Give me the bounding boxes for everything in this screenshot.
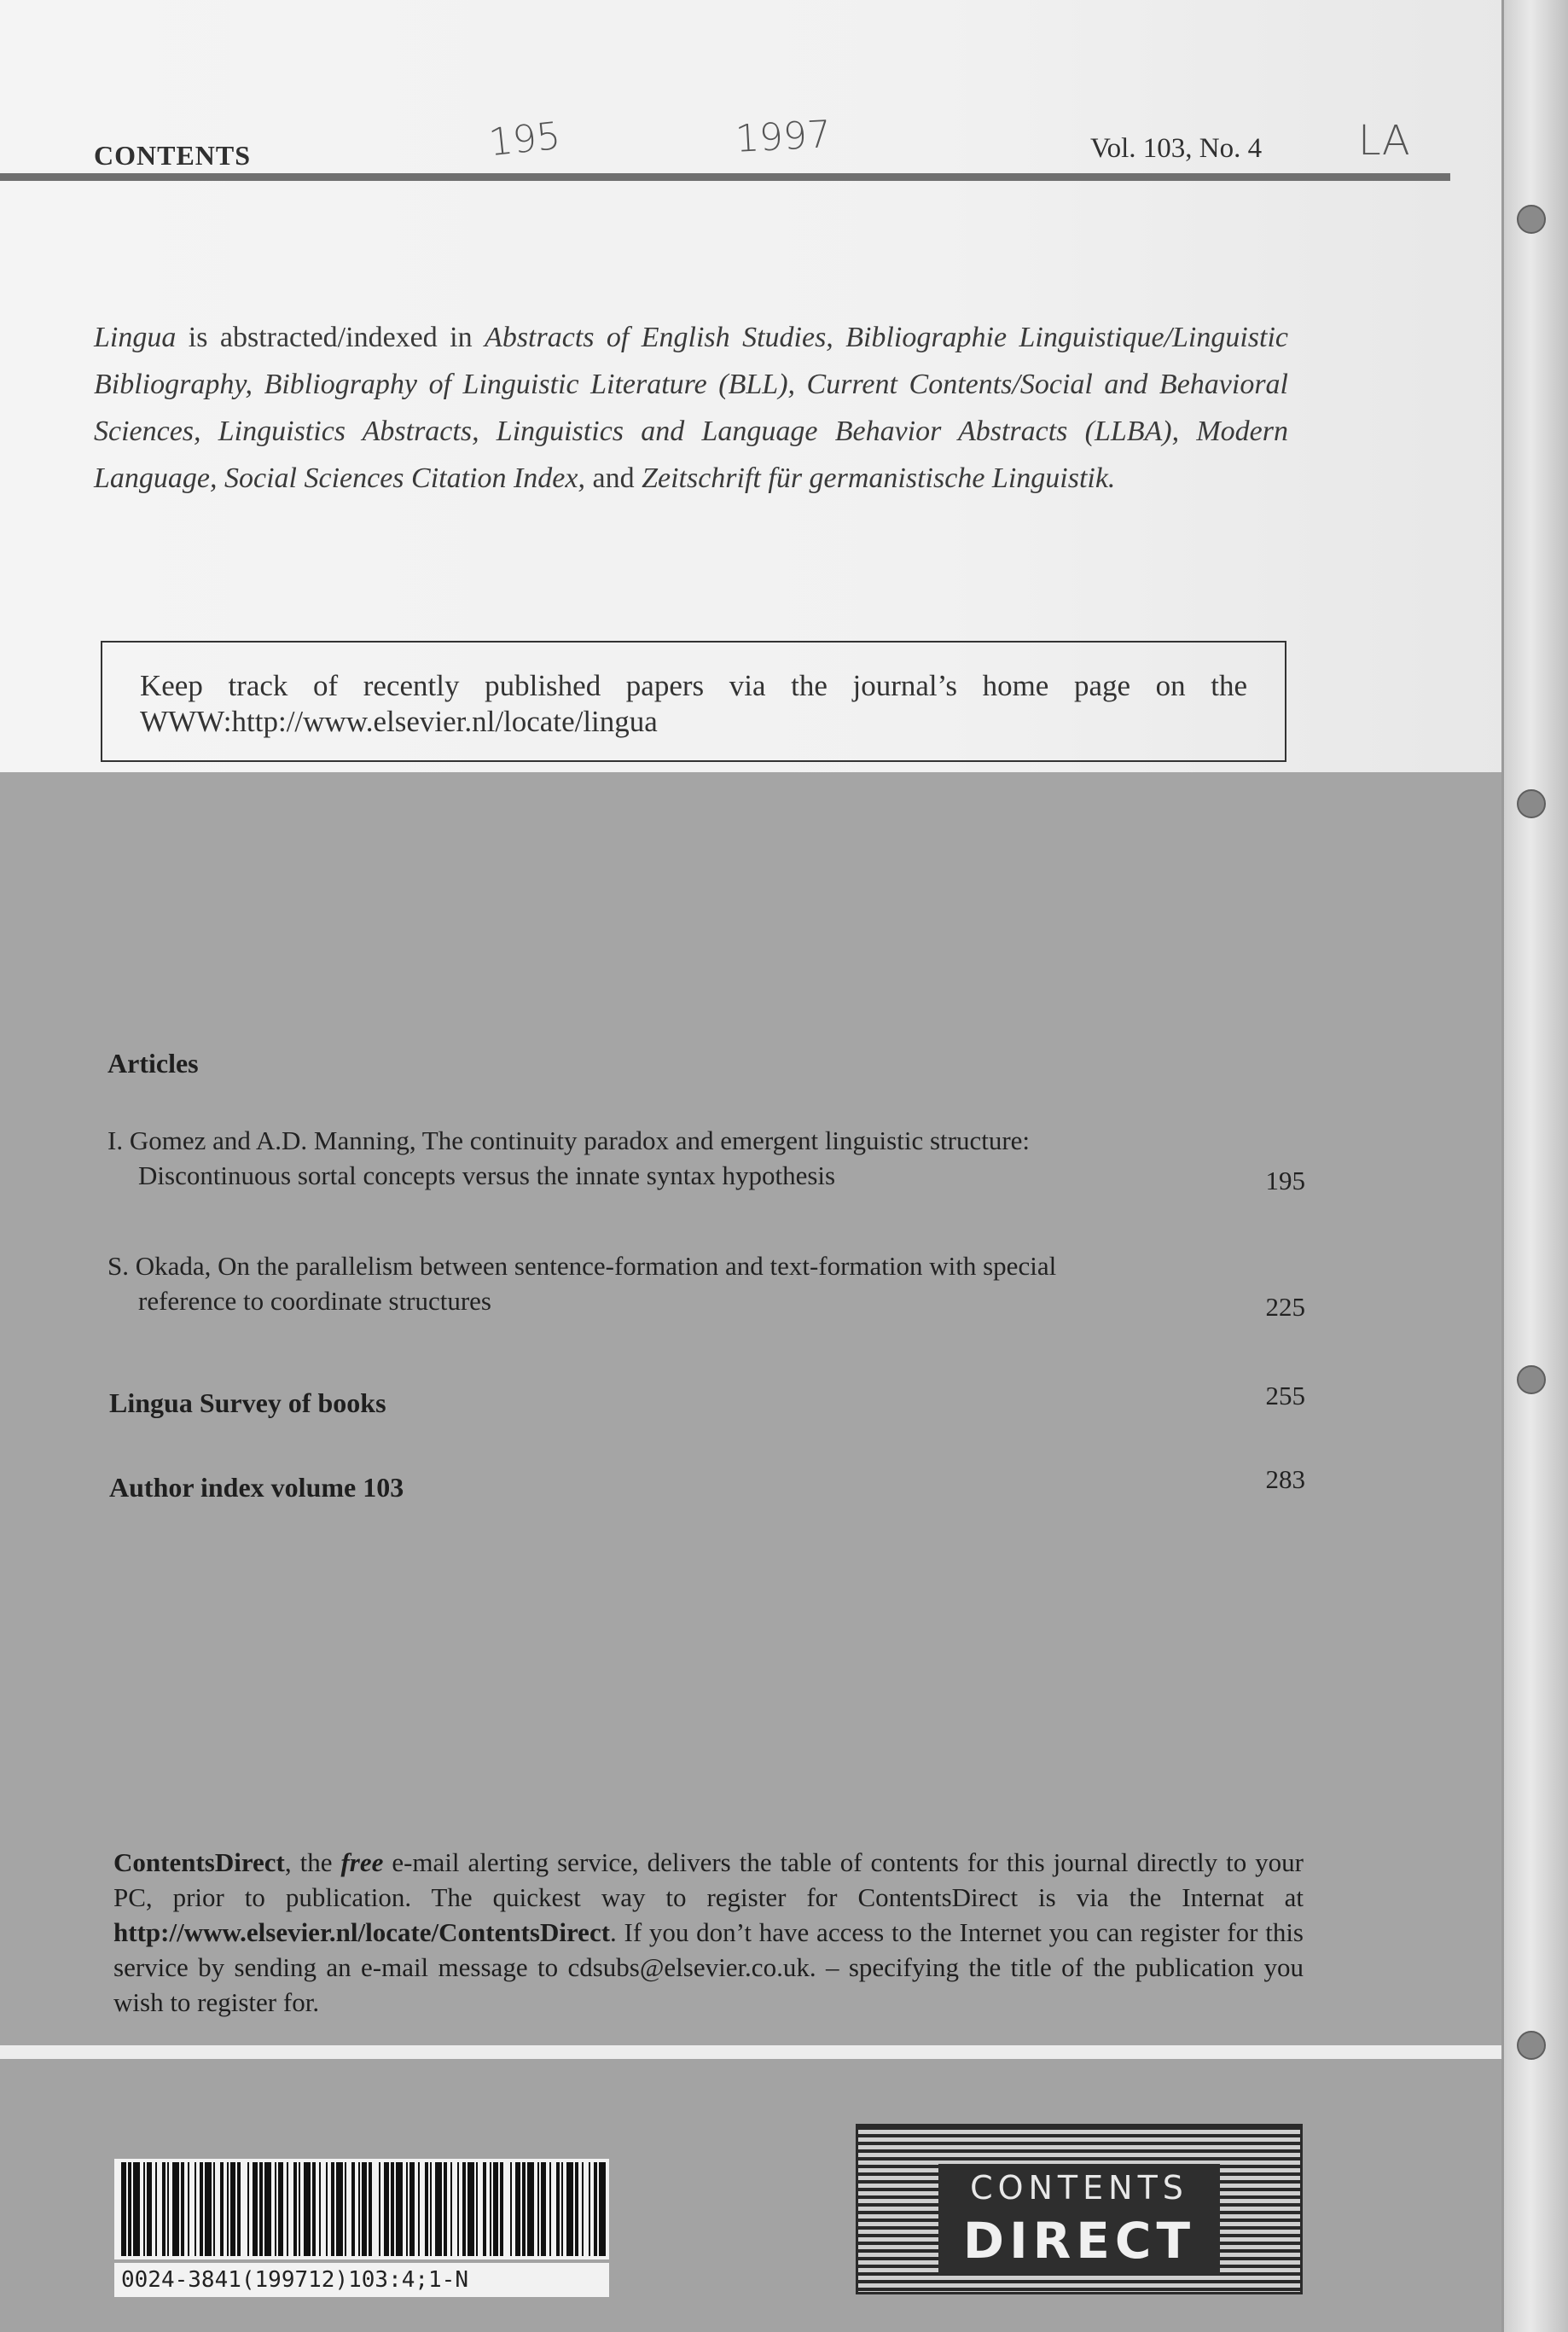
barcode-bar xyxy=(435,2162,442,2256)
barcode-bar xyxy=(384,2162,389,2256)
article-line: Discontinuous sortal concepts versus the innate syntax hypothesis xyxy=(138,1160,836,1190)
toc-article xyxy=(107,1248,1217,1318)
barcode-bar xyxy=(541,2162,546,2256)
barcode-bar xyxy=(287,2162,288,2256)
barcode-bar xyxy=(326,2162,328,2256)
barcode-bar xyxy=(195,2162,196,2256)
handwritten-note: 1997 xyxy=(734,113,833,161)
barcode-bar xyxy=(143,2162,145,2256)
barcode-bar xyxy=(425,2162,428,2256)
page-number: 195 xyxy=(1265,1166,1305,1195)
binding-spine xyxy=(1501,0,1568,2332)
barcode-bar xyxy=(230,2162,235,2256)
indexing-paragraph xyxy=(94,314,1288,502)
contents-direct-url: http://www.elsevier.nl/locate/ContentsDirect xyxy=(113,1917,611,1947)
barcode-bar xyxy=(467,2162,474,2256)
barcode-bars xyxy=(114,2159,609,2259)
barcode-bar xyxy=(213,2162,215,2256)
barcode-bar xyxy=(379,2162,380,2256)
barcode-bar xyxy=(430,2162,432,2256)
logo-line-1: CONTENTS xyxy=(970,2169,1188,2207)
barcode-bar xyxy=(362,2162,367,2256)
barcode-bar xyxy=(515,2162,520,2256)
contents-direct-paragraph xyxy=(113,1845,1304,2020)
barcode-bar xyxy=(409,2162,415,2256)
barcode-bar xyxy=(549,2162,551,2256)
barcode-bar xyxy=(205,2162,212,2256)
indexing-sources: Abstracts of English Studies, Bibliographie Linguistique/Linguistic Bibliography, Bibliography of Linguistic Literature (BLL), Current Contents/Social and Behavioral Sciences, Linguistics Abstracts, Linguistics and Language Behavior Abstracts (LLBA), Modern Language, Social Sciences Citation Index, xyxy=(94,322,1288,494)
binding-knot xyxy=(1517,205,1546,234)
barcode-bar xyxy=(566,2162,573,2256)
barcode-bar xyxy=(220,2162,224,2256)
barcode-bar xyxy=(312,2162,316,2256)
barcode-bar xyxy=(537,2162,539,2256)
barcode-bar xyxy=(336,2162,343,2256)
barcode-bar xyxy=(227,2162,229,2256)
barcode-bar xyxy=(510,2162,512,2256)
barcode-bar xyxy=(133,2162,140,2256)
binding-knot xyxy=(1517,2031,1546,2060)
barcode-number: 0024-3841(199712)103:4;1-N xyxy=(114,2263,609,2297)
barcode-bar xyxy=(128,2162,131,2256)
barcode-bar xyxy=(575,2162,578,2256)
article-line: S. Okada, On the parallelism between sentence-formation and text-formation with special xyxy=(107,1251,1057,1281)
barcode-bar xyxy=(391,2162,394,2256)
barcode-bar xyxy=(259,2162,263,2256)
web-notice-text: Keep track of recently published papers via the journal’s home page on the WWW:http://www.elsevier.nl/locate/lingua xyxy=(140,669,1247,738)
journal-name: Lingua xyxy=(94,322,177,353)
barcode-bar xyxy=(304,2162,311,2256)
cd-text-part: , the xyxy=(284,1847,341,1877)
barcode-bar xyxy=(500,2162,503,2256)
barcode-bar xyxy=(162,2162,166,2256)
indexing-last-source: Zeitschrift für germanistische Linguistik. xyxy=(642,462,1116,494)
barcode-bar xyxy=(556,2162,560,2256)
contents-heading: CONTENTS xyxy=(94,140,252,171)
indexing-and: and xyxy=(585,462,642,494)
header-rule xyxy=(0,173,1450,181)
barcode-bar xyxy=(247,2162,249,2256)
barcode-bar xyxy=(561,2162,563,2256)
barcode-bar xyxy=(358,2162,360,2256)
barcode-bar xyxy=(594,2162,597,2256)
articles-heading: Articles xyxy=(107,1048,199,1079)
page-number: 255 xyxy=(1265,1381,1305,1410)
barcode-bar xyxy=(264,2162,271,2256)
barcode-bar xyxy=(237,2162,241,2256)
toc-survey-entry: Lingua Survey of books xyxy=(109,1387,386,1418)
cd-free-word: free xyxy=(340,1847,384,1877)
barcode-bar xyxy=(253,2162,258,2256)
binding-knot xyxy=(1517,789,1546,818)
barcode-bar xyxy=(457,2162,459,2256)
barcode-bar xyxy=(172,2162,179,2256)
barcode-bar xyxy=(147,2162,152,2256)
barcode-bar xyxy=(319,2162,321,2256)
barcode-bar xyxy=(369,2162,372,2256)
toc-article xyxy=(107,1123,1217,1193)
barcode-bar xyxy=(483,2162,486,2256)
barcode-bar xyxy=(527,2162,534,2256)
handwritten-note: 195 xyxy=(486,113,563,166)
barcode-bar xyxy=(493,2162,498,2256)
barcode-bar xyxy=(490,2162,491,2256)
page-number: 225 xyxy=(1265,1292,1305,1322)
barcode-bar xyxy=(444,2162,447,2256)
toc-author-index-entry: Author index volume 103 xyxy=(109,1472,404,1503)
barcode xyxy=(114,2159,609,2259)
barcode-bar xyxy=(299,2162,300,2256)
barcode-bar xyxy=(589,2162,590,2256)
article-line: I. Gomez and A.D. Manning, The continuity paradox and emergent linguistic structure: xyxy=(107,1125,1031,1155)
barcode-bar xyxy=(155,2162,157,2256)
barcode-bar xyxy=(476,2162,478,2256)
barcode-bar xyxy=(188,2162,189,2256)
barcode-bar xyxy=(278,2162,283,2256)
barcode-bar xyxy=(582,2162,584,2256)
cd-text-part: . If you don’t have access to the Internet you can register for this service by sending an e-mail message to cdsubs@elsevier.co.uk. – specifying the title of the publication you wish to register for. xyxy=(113,1917,1304,2017)
barcode-bar xyxy=(462,2162,466,2256)
barcode-bar xyxy=(396,2162,403,2256)
barcode-bar xyxy=(200,2162,203,2256)
barcode-bar xyxy=(275,2162,276,2256)
barcode-bar xyxy=(351,2162,355,2256)
barcode-bar xyxy=(406,2162,408,2256)
indexing-intro: is abstracted/indexed in xyxy=(176,322,485,353)
handwritten-note: LA xyxy=(1358,117,1410,165)
barcode-bar xyxy=(418,2162,420,2256)
barcode-bar xyxy=(450,2162,452,2256)
barcode-bar xyxy=(345,2162,346,2256)
cd-text-part: e-mail alerting service, delivers the table of contents for this journal directly to your PC, prior to publication. The quickest way to register for ContentsDirect is via the Internat at xyxy=(113,1847,1304,1912)
barcode-bar xyxy=(293,2162,297,2256)
article-line: reference to coordinate structures xyxy=(138,1286,491,1316)
barcode-bar xyxy=(331,2162,334,2256)
binding-knot xyxy=(1517,1365,1546,1394)
contents-direct-brand: ContentsDirect xyxy=(113,1847,285,1877)
barcode-bar xyxy=(181,2162,184,2256)
logo-line-2: DIRECT xyxy=(962,2212,1196,2270)
volume-number: Vol. 103, No. 4 xyxy=(1090,133,1263,164)
barcode-bar xyxy=(121,2162,126,2256)
web-notice-box xyxy=(101,641,1286,762)
page-number: 283 xyxy=(1265,1464,1305,1494)
barcode-bar xyxy=(167,2162,169,2256)
barcode-bar xyxy=(522,2162,526,2256)
separator-band xyxy=(0,2045,1568,2059)
contents-direct-logo xyxy=(856,2124,1303,2294)
barcode-bar xyxy=(599,2162,606,2256)
